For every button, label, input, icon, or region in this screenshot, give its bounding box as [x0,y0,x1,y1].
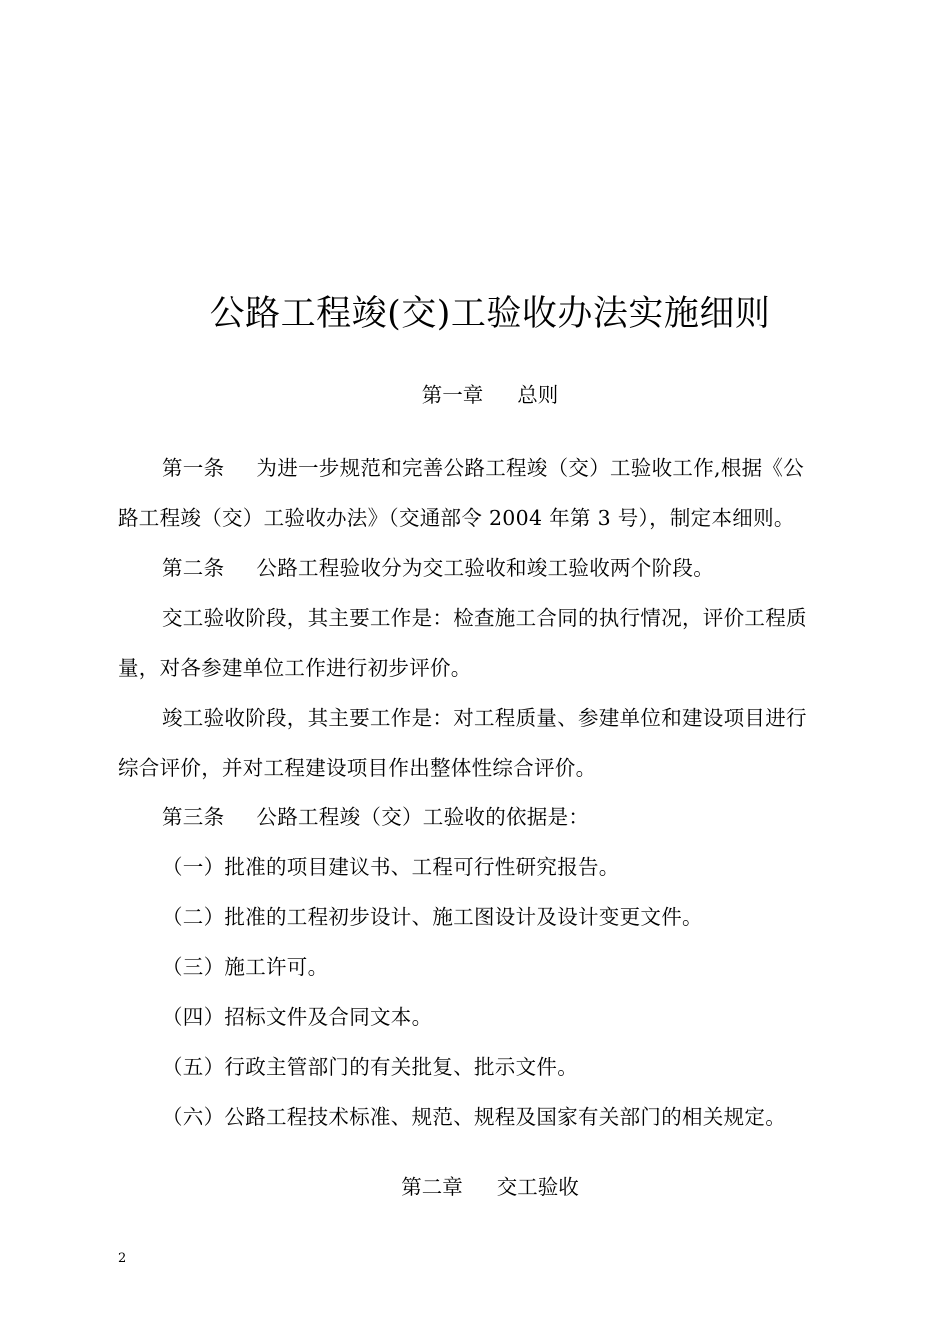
article-2-line [118,543,858,593]
paragraph-jungong-line-2: 综合评价，并对工程建设项目作出整体性综合评价。 [118,756,597,780]
chapter-2-name: 交工验收 [496,1175,579,1199]
paragraph-jungong-line-1: 竣工验收阶段，其主要工作是：对工程质量、参建单位和建设项目进行 [162,706,807,730]
article-1-label: 第一条 [162,456,225,480]
basis-item-1: （一）批准的项目建议书、工程可行性研究报告。 [162,855,620,879]
article-2-text: 公路工程验收分为交工验收和竣工验收两个阶段。 [256,556,715,580]
basis-item-4: （四）招标文件及合同文本。 [162,1005,433,1029]
chapter-2-heading [0,1172,950,1202]
chapter-1-number: 第一章 [421,383,484,407]
paragraph-jiaogong-line-2: 量，对各参建单位工作进行初步评价。 [118,656,472,680]
article-1-text-1: 为进一步规范和完善公路工程竣（交）工验收工作,根据《公 [256,456,805,480]
page-number: 2 [118,1251,127,1266]
basis-item-6: （六）公路工程技术标准、规范、规程及国家有关部门的相关规定。 [162,1105,786,1129]
article-1-line-2: 路工程竣（交）工验收办法》（交通部令 2004 年第 3 号），制定本细则。 [118,506,795,530]
article-3 [118,792,858,842]
article-1-line-1 [118,443,858,493]
chapter-1-heading [0,380,950,410]
basis-item-2: （二）批准的工程初步设计、施工图设计及设计变更文件。 [162,905,703,929]
article-3-text: 公路工程竣（交）工验收的依据是： [256,805,590,829]
basis-list [118,842,858,1142]
article-2 [118,543,858,593]
article-3-label: 第三条 [162,805,225,829]
article-2-label: 第二条 [162,556,225,580]
chapter-2-number: 第二章 [401,1175,463,1199]
document-title: 公路工程竣(交)工验收办法实施细则 [209,294,771,334]
chapter-1-name: 总则 [517,383,559,407]
paragraph-jiaogong [118,593,858,693]
basis-item-5: （五）行政主管部门的有关批复、批示文件。 [162,1055,578,1079]
basis-item-3: （三）施工许可。 [162,955,329,979]
paragraph-jungong [118,693,858,793]
paragraph-jiaogong-line-1: 交工验收阶段，其主要工作是：检查施工合同的执行情况，评价工程质 [162,606,807,630]
article-1 [118,443,858,543]
article-3-line [118,792,858,842]
